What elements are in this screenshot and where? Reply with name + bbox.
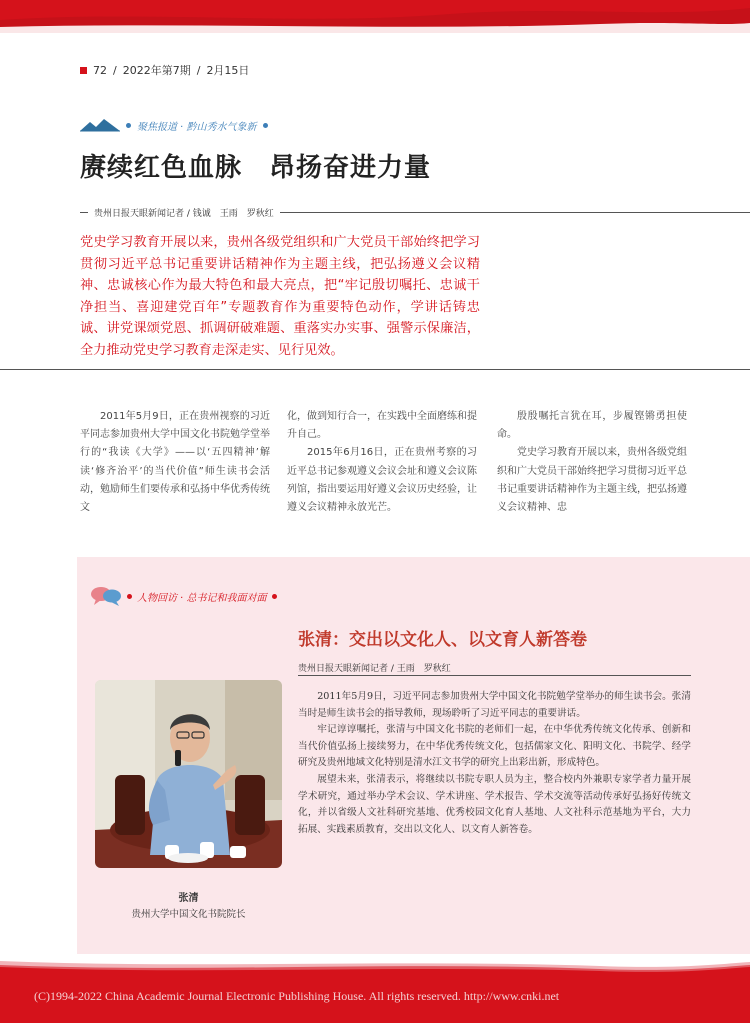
sidebar-byline: 贵州日报天眼新闻记者 / 王雨 罗秋红 xyxy=(298,664,451,674)
mountain-icon xyxy=(80,117,120,133)
lead-paragraph: 党史学习教育开展以来，贵州各级党组织和广大党员干部始终把学习贯彻习近平总书记重要讲话精神作为主题主线，把弘扬遵义会议精神、忠诚核心作为最大特色和最大亮点，把“牢记殷切嘱托、忠诚干净担当、喜迎建党百年”专题教育作为重要特色动作，学讲话铸忠诚、讲党课颂党恩、抓调研破难题、重落实办实事、强警示保廉洁，全力推动党史学习教育走深走实、见行见效。 xyxy=(80,235,480,358)
speech-bubbles-icon xyxy=(90,585,122,607)
body-column-1 xyxy=(80,408,270,517)
sidebar-headline: 张清：交出以文化人、以文育人新答卷 xyxy=(298,630,587,650)
photo-caption-title: 贵州大学中国文化书院院长 xyxy=(131,909,246,920)
banner-wave xyxy=(0,0,750,33)
tag-dot-icon xyxy=(272,594,277,599)
paragraph: 化，做到知行合一，在实践中全面磨练和提升自己。 xyxy=(287,411,477,441)
paragraph: 殷殷嘱托言犹在耳，步履铿锵勇担使命。 xyxy=(497,411,687,441)
body-column-2 xyxy=(287,408,477,517)
page-meta: 72 / 2022年第7期 / 2月15日 xyxy=(80,62,249,78)
paragraph: 2011年5月9日，习近平同志参加贵州大学中国文化书院勉学堂举办的师生读书会。张清当时是师生读书会的指导教师，现场聆听了习近平同志的重要讲话。 xyxy=(298,691,691,719)
section-tag xyxy=(80,117,268,133)
sidebar-body xyxy=(298,689,691,838)
paragraph: 展望未来，张清表示，将继续以书院专职人员为主，整合校内外兼职专家学者力量开展学术研究，通过举办学术会议、学术讲座、学术报告、学术交流等活动传承好弘扬好传统文化，并以省级人文社科研究基地、优秀校园文化育人基地、人文社科示范基地为平台，大力拓展、实践素质教育，交出以文化人、以文育人新答卷。 xyxy=(298,773,691,835)
divider xyxy=(298,675,691,676)
body-column-3 xyxy=(497,408,687,517)
issue: 2022年第7期 xyxy=(122,64,191,77)
tag-dot-icon xyxy=(127,594,132,599)
paragraph: 党史学习教育开展以来，贵州各级党组织和广大党员干部始终把学习贯彻习近平总书记重要讲话精神作为主题主线，把弘扬遵义会议精神、忠 xyxy=(497,447,687,514)
issue-date: 2月15日 xyxy=(206,64,250,77)
section-tag-label: 聚焦报道 · 黔山秀水气象新 xyxy=(137,121,257,133)
article-byline xyxy=(80,205,750,219)
sidebar-tag xyxy=(90,585,277,607)
paragraph: 2011年5月9日，正在贵州视察的习近平同志参加贵州大学中国文化书院勉学堂举行的“我读《大学》——以‘五四精神’解读‘修齐治平’的当代价值”师生读书会活动，勉励师生们要传承和弘扬中华优秀传统文 xyxy=(80,411,270,514)
top-banner xyxy=(0,0,750,33)
tag-dot-icon xyxy=(263,123,268,128)
paragraph: 牢记谆谆嘱托，张清与中国文化书院的老师们一起，在中华优秀传统文化传承、创新和当代价值弘扬上接续努力，在中华优秀传统文化，包括儒家文化、阳明文化、书院学、经学研究及贵州地域文化特别是清水江文书学的研究上出彩出新，形成特色。 xyxy=(298,724,691,769)
byline-text: 贵州日报天眼新闻记者 / 钱诚 王雨 罗秋红 xyxy=(94,208,274,219)
portrait-photo xyxy=(95,680,282,868)
sidebar-tag-label: 人物回访 · 总书记和我面对面 xyxy=(137,592,267,604)
paragraph: 2015年6月16日，正在贵州考察的习近平总书记参观遵义会议会址和遵义会议陈列馆，指出要运用好遵义会议历史经验，让遵义会议精神永放光芒。 xyxy=(287,447,477,514)
article-headline: 赓续红色血脉 昂扬奋进力量 xyxy=(80,153,432,183)
page-number: 72 xyxy=(93,63,107,77)
photo-caption-name: 张清 xyxy=(178,893,199,904)
divider xyxy=(0,369,750,370)
copyright-notice: (C)1994-2022 China Academic Journal Electronic Publishing House. All rights reserved. http://www.cnki.net xyxy=(34,989,560,1003)
meta-square-icon xyxy=(80,67,87,74)
tag-dot-icon xyxy=(126,123,131,128)
